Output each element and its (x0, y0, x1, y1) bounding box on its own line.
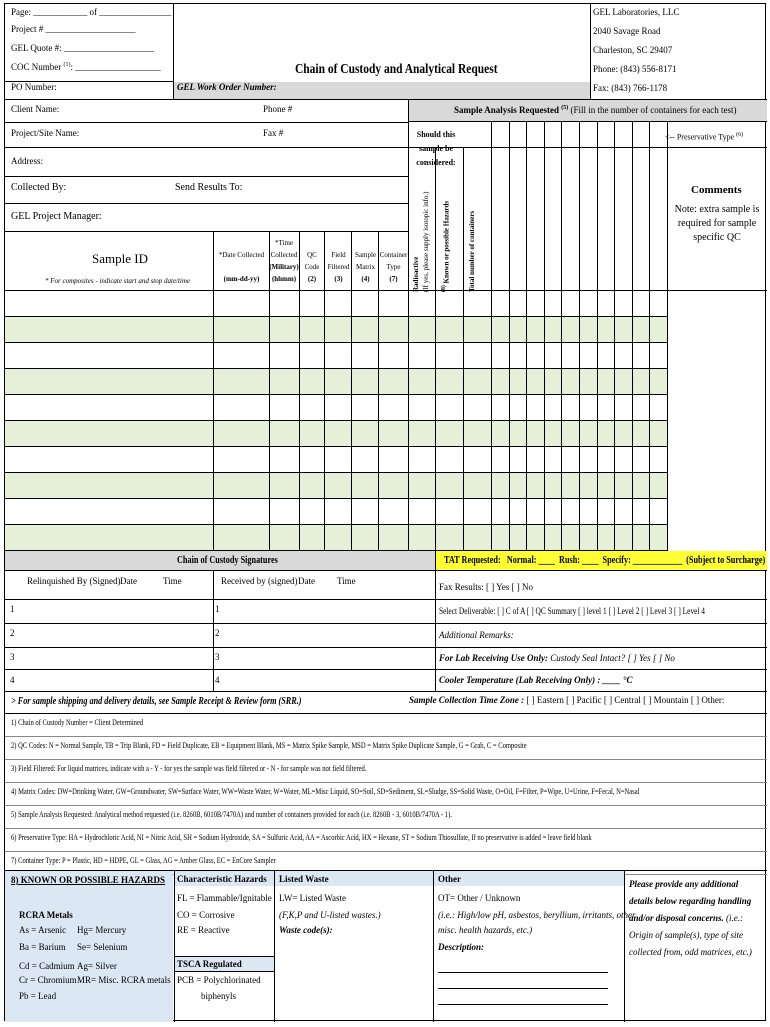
address-label: Address: (11, 156, 43, 166)
listed-lw: LW= Listed Waste (279, 893, 346, 903)
sample-cell-divider (408, 525, 409, 551)
signatures-header: Chain of Custody Signatures (5, 551, 435, 571)
other-examples: (i.e.: High/low pH, asbestos, beryllium, irritants, other (438, 910, 636, 920)
sample-cell-divider (463, 369, 464, 395)
sample-cell-divider (408, 473, 409, 499)
sample-cell-divider (378, 525, 379, 551)
lab-phone: Phone: (843) 556-8171 (593, 64, 677, 74)
analysis-column-line (614, 122, 615, 551)
work-order-label: GEL Work Order Number: (174, 82, 590, 99)
sample-cell-divider (378, 447, 379, 473)
select-deliverable[interactable]: Select Deliverable: [ ] C of A [ ] QC Summary [ ] level 1 [ ] Level 2 [ ] Level 3 [ ] Level 4 (439, 606, 706, 616)
sample-cell-divider (324, 447, 325, 473)
sample-row[interactable] (5, 343, 667, 369)
total-containers-label: Total number of containers (468, 210, 476, 292)
sample-cell-divider (269, 473, 270, 499)
sample-cell-divider (299, 447, 300, 473)
sample-cell-divider (351, 291, 352, 317)
sample-cell-divider (213, 525, 214, 551)
sample-row[interactable] (5, 421, 667, 447)
sample-row[interactable] (5, 395, 667, 421)
rcra-ag: Ag= Silver (77, 961, 117, 971)
sample-cell-divider (351, 447, 352, 473)
sample-cell-divider (324, 499, 325, 525)
sig-row-2-num: 2 (10, 628, 15, 638)
sample-cell-divider (213, 343, 214, 369)
sample-cell-divider (378, 395, 379, 421)
sample-cell-divider (378, 473, 379, 499)
footnote-divider (5, 759, 767, 760)
analysis-column-line (667, 122, 668, 551)
analysis-column-line (649, 122, 650, 551)
sample-cell-divider (378, 421, 379, 447)
analysis-column-line (526, 122, 527, 551)
sample-cell-divider (463, 499, 464, 525)
sample-cell-divider (213, 473, 214, 499)
rcra-ba: Ba = Barium (19, 942, 66, 952)
char-co: CO = Corrosive (177, 910, 235, 920)
sample-cell-divider (351, 525, 352, 551)
sample-cell-divider (435, 525, 436, 551)
sig-row-1-num: 1 (10, 604, 15, 614)
sample-cell-divider (299, 473, 300, 499)
total-column-line (491, 147, 492, 290)
footnote-divider (5, 828, 767, 829)
timezone[interactable]: Sample Collection Time Zone : [ ] Eastern [ ] Pacific [ ] Central [ ] Mountain [ ] Other: (409, 695, 725, 705)
date-collected-header: *Date Collected (mm-dd-yy) (218, 251, 265, 283)
rcra-as: As = Arsenic (19, 925, 67, 935)
sample-row[interactable] (5, 291, 667, 317)
analysis-column-line (597, 122, 598, 551)
coc-form (4, 3, 766, 1021)
sample-cell-divider (408, 421, 409, 447)
sample-cell-divider (435, 421, 436, 447)
sample-id-header: Sample ID (92, 251, 148, 266)
sample-cell-divider (435, 499, 436, 525)
tsca-title: TSCA Regulated (177, 959, 242, 969)
char-fl: FL = Flammable/Ignitable (177, 893, 272, 903)
project-manager-label: GEL Project Manager: (11, 211, 102, 222)
rcra-cr: Cr = Chromium (19, 975, 77, 985)
lab-street: 2040 Savage Road (593, 26, 661, 36)
project-label: Project # ____________________ (11, 24, 136, 34)
other-ot: OT= Other / Unknown (438, 893, 521, 903)
tsca-biphenyls: biphenyls (201, 991, 236, 1001)
qc-code-header: QC Code (2) (304, 251, 320, 283)
sample-cell-divider (408, 499, 409, 525)
shipping-note: > For sample shipping and delivery details, see Sample Receipt & Review form (SRR.) (11, 696, 302, 707)
analysis-column-line (579, 122, 580, 551)
footnote-divider (5, 851, 767, 852)
sample-cell-divider (408, 291, 409, 317)
sample-cell-divider (324, 473, 325, 499)
radioactive-label: Radioactive (412, 256, 420, 292)
char-re: RE = Reactive (177, 925, 230, 935)
po-number-label: PO Number: (11, 82, 57, 92)
lab-receiving[interactable]: For Lab Receiving Use Only: Custody Seal Intact? [ ] Yes [ ] No (439, 653, 675, 663)
cooler-temp[interactable]: Cooler Temperature (Lab Receiving Only) : ____ °C (439, 675, 633, 685)
footnote-5: 5) Sample Analysis Requested: Analytical method requested (i.e. 8260B, 6010B/7470A) and number of containers provided for each (i.e. 8260B - 3, 6010B/7470A - 1). (11, 810, 452, 819)
sample-cell-divider (351, 395, 352, 421)
other-description[interactable]: Description: (438, 942, 484, 952)
rcra-pb: Pb = Lead (19, 991, 57, 1001)
sample-cell-divider (299, 291, 300, 317)
footnote-divider (5, 805, 767, 806)
sample-cell-divider (299, 343, 300, 369)
sample-cell-divider (213, 317, 214, 343)
phone-label: Phone # (263, 104, 293, 114)
lab-city: Charleston, SC 29407 (593, 45, 673, 55)
sample-row[interactable] (5, 525, 667, 551)
sig-row-4-num-r: 4 (215, 675, 220, 685)
fax-label: Fax # (263, 128, 284, 138)
sample-cell-divider (351, 421, 352, 447)
sample-cell-divider (435, 291, 436, 317)
footnote-2: 2) QC Codes: N = Normal Sample, TB = Trip Blank, FD = Field Duplicate, EB = Equipment Blank, MS = Matrix Spike Sample, MSD = Matrix Spike Duplicate Sample, G = Grab, C = Composite (11, 741, 527, 750)
sample-cell-divider (351, 343, 352, 369)
sample-cell-divider (351, 317, 352, 343)
additional-remarks[interactable]: Additional Remarks: (439, 630, 514, 640)
sample-cell-divider (213, 421, 214, 447)
sample-cell-divider (269, 369, 270, 395)
sample-cell-divider (213, 291, 214, 317)
footnote-1: 1) Chain of Custody Number = Client Determined (11, 718, 144, 727)
sample-cell-divider (463, 395, 464, 421)
sample-cell-divider (463, 447, 464, 473)
sig-row-2-num-r: 2 (215, 628, 220, 638)
analysis-column-line (544, 122, 545, 551)
analysis-column-line (632, 122, 633, 551)
sample-cell-divider (299, 317, 300, 343)
sample-cell-divider (435, 369, 436, 395)
sample-cell-divider (213, 499, 214, 525)
sample-cell-divider (463, 343, 464, 369)
time-collected-header: *Time Collected (Military) (hhmm) (269, 239, 299, 283)
rcra-hg: Hg= Mercury (77, 925, 127, 935)
sample-cell-divider (435, 473, 436, 499)
sample-cell-divider (463, 525, 464, 551)
footnote-7: 7) Container Type: P = Plastic, HD = HDPE, GL = Glass, AG = Amber Glass, EC = EnCore Sampler (11, 856, 276, 865)
footnote-6: 6) Preservative Type: HA = Hydrochloric Acid, NI = Nitric Acid, SH = Sodium Hydroxide, SA = Sulfuric Acid, AA = Ascorbic Acid, HX = Hexane, ST = Sodium Thiosulfate, If no preservative is added = leave field blank (11, 833, 592, 842)
footnote-3: 3) Field Filtered: For liquid matrices, indicate with a - Y - for yes the sample was field filtered or - N - for sample was not field filtered. (11, 764, 367, 773)
sample-cell-divider (378, 499, 379, 525)
other-title: Other (438, 874, 461, 884)
sample-cell-divider (463, 421, 464, 447)
sig-row-3-num: 3 (10, 652, 15, 662)
sample-id-note: * For composites - indicate start and stop date/time (45, 277, 191, 285)
sample-cell-divider (269, 291, 270, 317)
quote-label: GEL Quote #: ____________________ (11, 43, 154, 53)
sample-cell-divider (463, 291, 464, 317)
radioactive-note: (If yes, please supply isotopic info.) (422, 191, 430, 292)
lab-fax: Fax: (843) 766-1178 (593, 83, 668, 93)
sample-cell-divider (378, 369, 379, 395)
sample-cell-divider (324, 369, 325, 395)
sample-cell-divider (435, 317, 436, 343)
disposal-note[interactable]: Please provide any additional details below regarding handling and/or disposal concerns. (i.e.: Origin of sample(s), type of site collected from, odd matrices, etc.) (629, 879, 752, 957)
sample-cell-divider (324, 421, 325, 447)
sample-rows[interactable] (5, 291, 667, 551)
sample-cell-divider (408, 343, 409, 369)
other-examples-2: misc. health hazards, etc.) (438, 925, 533, 935)
sample-row[interactable] (5, 473, 667, 499)
should-this-label: Should this sample be considered: (416, 130, 456, 167)
sample-cell-divider (324, 343, 325, 369)
sample-cell-divider (269, 525, 270, 551)
footnote-4: 4) Matrix Codes: DW=Drinking Water, GW=Groundwater, SW=Surface Water, WW=Waste Water, W=Water, ML=Misc Liquid, SO=Soil, SD=Sediment, SL=Sludge, SS=Solid Waste, O=Oil, F=Filter, P=Wipe, U=Urine, F=Fecal, N=Nasal (11, 787, 640, 796)
received-header: Received by (signed) (221, 576, 298, 586)
sig-row-1-num-r: 1 (215, 604, 220, 614)
sample-cell-divider (269, 421, 270, 447)
footnote-divider (5, 736, 767, 737)
sample-cell-divider (435, 395, 436, 421)
rcra-title: RCRA Metals (19, 910, 73, 920)
sample-cell-divider (435, 343, 436, 369)
sample-row[interactable] (5, 317, 667, 343)
rcra-se: Se= Selenium (77, 942, 128, 952)
sample-cell-divider (299, 421, 300, 447)
time-header: Time (163, 576, 182, 586)
lab-name: GEL Laboratories, LLC (593, 7, 680, 17)
sample-cell-divider (269, 343, 270, 369)
analysis-header: Sample Analysis Requested $^{(5)}$ (Fill in the number of containers for each test) (408, 100, 767, 122)
sample-cell-divider (299, 395, 300, 421)
sample-cell-divider (269, 395, 270, 421)
fax-results[interactable]: Fax Results: [ ] Yes [ ] No (439, 582, 534, 592)
preservative-label: <-- Preservative Type $^{(6)}$ (665, 132, 744, 142)
relinquished-header: Relinquished By (Signed) (27, 576, 121, 586)
sample-cell-divider (351, 369, 352, 395)
listed-fkpu: (F,K,P and U-listed wastes.) (279, 910, 381, 920)
rcra-mr: MR= Misc. RCRA metals (77, 975, 171, 985)
container-type-header: Container Type (7) (379, 251, 408, 283)
date-header: Date (120, 576, 137, 586)
collected-by-label: Collected By: (11, 182, 67, 193)
listed-waste-codes[interactable]: Waste code(s): (279, 925, 333, 935)
char-title: Characteristic Hazards (177, 874, 267, 884)
client-name-label: Client Name: (11, 104, 60, 114)
time-header-2: Time (337, 576, 356, 586)
sample-matrix-header: Sample Matrix (4) (355, 251, 376, 283)
sample-cell-divider (299, 369, 300, 395)
footnote-divider (5, 782, 767, 783)
sig-row-4-num: 4 (10, 675, 15, 685)
comments-title: Comments (691, 184, 742, 196)
sample-cell-divider (269, 447, 270, 473)
sample-cell-divider (324, 525, 325, 551)
sample-cell-divider (351, 499, 352, 525)
sample-cell-divider (378, 317, 379, 343)
sample-row[interactable] (5, 447, 667, 473)
sample-cell-divider (435, 447, 436, 473)
sig-row-3-num-r: 3 (215, 652, 220, 662)
sample-cell-divider (408, 395, 409, 421)
analysis-column-line (509, 122, 510, 551)
rcra-cd: Cd = Cadmium (19, 961, 75, 971)
form-title: Chain of Custody and Analytical Request (295, 62, 498, 77)
hazards-label: $^{(8)}$ Known or possible Hazards (441, 200, 451, 292)
field-filtered-header: Field Filtered (3) (327, 251, 350, 283)
project-site-label: Project/Site Name: (11, 128, 80, 138)
sample-cell-divider (299, 525, 300, 551)
date-header-2: Date (298, 576, 315, 586)
sample-cell-divider (378, 291, 379, 317)
sample-cell-divider (408, 317, 409, 343)
sample-cell-divider (324, 317, 325, 343)
sample-cell-divider (269, 499, 270, 525)
sample-cell-divider (463, 317, 464, 343)
sample-cell-divider (463, 473, 464, 499)
sample-row[interactable] (5, 369, 667, 395)
tsca-pcb: PCB = Polychlorinated (177, 975, 261, 985)
sample-cell-divider (408, 369, 409, 395)
tat-bar: TAT Requested: Normal: ____ Rush: ____ Specify: ____________ (Subject to Surcharge) (435, 551, 767, 571)
listed-title: Listed Waste (279, 874, 329, 884)
sample-cell-divider (213, 395, 214, 421)
sample-cell-divider (378, 343, 379, 369)
sample-cell-divider (324, 291, 325, 317)
sample-cell-divider (213, 369, 214, 395)
hazards-title: 8) KNOWN OR POSSIBLE HAZARDS (11, 875, 166, 885)
sample-cell-divider (324, 395, 325, 421)
sample-cell-divider (408, 447, 409, 473)
sample-row[interactable] (5, 499, 667, 525)
analysis-column-line (561, 122, 562, 551)
coc-number-label: COC Number $^{(1)}$: ___________________ (11, 62, 161, 72)
sample-cell-divider (351, 473, 352, 499)
page-label: Page: ____________ of ________________ (11, 7, 172, 17)
sample-cell-divider (269, 317, 270, 343)
send-results-label: Send Results To: (175, 182, 243, 193)
sample-cell-divider (299, 499, 300, 525)
comments-note: Note: extra sample is required for sample specific QC (674, 204, 760, 243)
sample-cell-divider (213, 447, 214, 473)
